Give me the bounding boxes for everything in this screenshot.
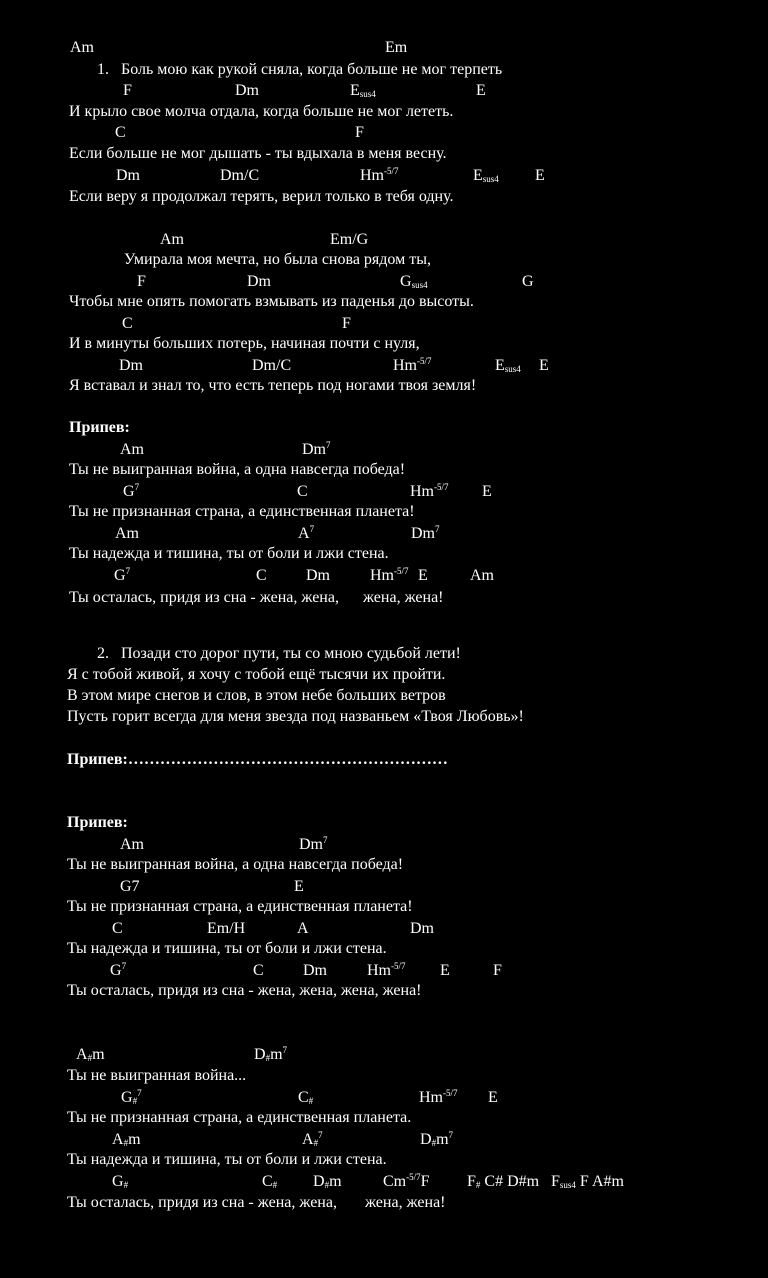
chord-label: $A_{\#}m$ xyxy=(112,1131,141,1148)
chord-label: $E_{sus4}$ xyxy=(350,82,376,99)
chord-label: C xyxy=(112,920,123,937)
chord-label: $Hm^{-5/7}$ xyxy=(419,1088,458,1106)
chord-label: Am xyxy=(120,836,144,853)
lyric-line: Ты надежда и тишина, ты от боли и лжи стена. xyxy=(69,545,389,562)
chord-label: E xyxy=(294,878,304,895)
chord-label: $G^7$ xyxy=(110,961,127,979)
lyric-line: Пусть горит всегда для меня звезда под названьем «Твоя Любовь»! xyxy=(67,708,524,725)
lyric-line: Ты не признанная страна, а единственная планета. xyxy=(67,1109,412,1126)
chord-label: $D_{\#}m$ xyxy=(313,1173,342,1190)
chord-label: Em/G xyxy=(330,231,369,248)
chord-label: $G_{\#}$ xyxy=(112,1173,129,1190)
chord-label: Am xyxy=(70,39,94,56)
chord-label: Am xyxy=(470,567,494,584)
chord-label: $F_{\#}$ C# D#m xyxy=(467,1173,540,1190)
lyric-line: Ты осталась, придя из сна - жена, жена, жена, жена! xyxy=(69,589,444,606)
chorus-heading: Припев:…………………………………………………… xyxy=(67,751,448,768)
chord-label: Dm$^7$ xyxy=(411,524,440,542)
chord-label: G7 xyxy=(120,878,140,895)
chord-label: $Hm^{-5/7}$ xyxy=(410,482,449,500)
chord-label: C xyxy=(297,483,308,500)
chord-label: $Cm^{-5/7}F$ xyxy=(383,1172,430,1190)
chord-label: Dm/C xyxy=(252,357,292,374)
chord-label: Dm$^7$ xyxy=(299,835,328,853)
chord-label: $Hm^{-5/7}$ xyxy=(370,566,409,584)
chord-label: $G^7$ xyxy=(123,482,140,500)
chord-label: F xyxy=(355,124,364,141)
lyric-line: Я вставал и знал то, что есть теперь под ногами твоя земля! xyxy=(69,377,477,394)
lyric-line: Я с тобой живой, я хочу с тобой ещё тысячи их пройти. xyxy=(67,666,446,683)
chord-label: $G^7$ xyxy=(114,566,131,584)
chord-label: Dm xyxy=(119,357,143,374)
chord-label: $Hm^{-5/7}$ xyxy=(367,961,406,979)
lyric-line: Если веру я продолжал терять, верил только в тебя одну. xyxy=(69,188,454,205)
chord-label: E xyxy=(482,483,492,500)
lyric-line: Ты не признанная страна, а единственная планета! xyxy=(67,898,413,915)
chord-label: C xyxy=(122,315,133,332)
chord-label: $G_{\#}^7$ xyxy=(121,1088,142,1106)
chord-label: $E_{sus4}$ xyxy=(495,357,521,374)
chord-label: F xyxy=(342,315,351,332)
chord-label: $Hm^{-5/7}$ xyxy=(360,166,399,184)
lyric-line: Ты осталась, придя из сна - жена, жена, жена, жена! xyxy=(67,1194,446,1211)
chorus-heading: Припев: xyxy=(67,814,128,831)
chord-label: Em xyxy=(385,39,408,56)
lyric-line: Ты не выигранная война, а одна навсегда победа! xyxy=(67,856,404,873)
lyric-line: Ты осталась, придя из сна - жена, жена, жена, жена! xyxy=(67,982,422,999)
chord-label: E xyxy=(488,1089,498,1106)
lyric-line: Если больше не мог дышать - ты вдыхала в меня весну. xyxy=(69,145,447,162)
lyric-line: Чтобы мне опять помогать взмывать из паденья до высоты. xyxy=(69,293,474,310)
chord-label: F xyxy=(493,962,502,979)
chord-label: $D_{\#}m^7$ xyxy=(254,1045,288,1063)
chord-label: E xyxy=(539,357,549,374)
chord-label: E xyxy=(440,962,450,979)
lyric-line: И в минуты больших потерь, начиная почти с нуля, xyxy=(69,335,420,352)
chord-label: $A_{\#}m$ xyxy=(76,1046,105,1063)
chord-label: $Hm^{-5/7}$ xyxy=(393,356,432,374)
chord-label: $E_{sus4}$ xyxy=(473,167,499,184)
chord-label: $C_{\#}$ xyxy=(262,1173,278,1190)
chord-label: Dm$^7$ xyxy=(302,440,331,458)
chord-label: C xyxy=(256,567,267,584)
chord-label: Dm xyxy=(303,962,327,979)
chord-label: C xyxy=(253,962,264,979)
chord-label: $F_{sus4}$ F A#m xyxy=(551,1173,624,1190)
chord-label: Dm/C xyxy=(220,167,260,184)
chord-label: Dm xyxy=(235,82,259,99)
chord-label: $D_{\#}m^7$ xyxy=(420,1130,454,1148)
chord-label: Dm xyxy=(410,920,434,937)
chord-label: Dm xyxy=(247,273,271,290)
chord-label: $A^7$ xyxy=(298,524,315,542)
chord-label: E xyxy=(418,567,428,584)
chord-label: G xyxy=(522,273,534,290)
chord-label: Am xyxy=(160,231,184,248)
chord-label: E xyxy=(535,167,545,184)
lyric-line: Ты не признанная страна, а единственная планета! xyxy=(69,503,415,520)
chord-label: Am xyxy=(120,441,144,458)
chord-label: E xyxy=(476,82,486,99)
chord-label: $A_{\#}^7$ xyxy=(302,1130,323,1148)
chord-label: Dm xyxy=(116,167,140,184)
chord-label: $G_{sus4}$ xyxy=(400,273,428,290)
chord-label: A xyxy=(297,920,309,937)
lyric-line: Ты надежда и тишина, ты от боли и лжи стена. xyxy=(67,940,387,957)
lyric-line: Ты не выигранная война... xyxy=(67,1067,247,1084)
lyric-line: 2. Позади сто дорог пути, ты со мною судьбой лети! xyxy=(97,645,461,662)
chord-label: C xyxy=(115,124,126,141)
lyric-line: И крыло свое молча отдала, когда больше не мог лететь. xyxy=(69,103,454,120)
chord-label: F xyxy=(137,273,146,290)
lyric-line: Ты надежда и тишина, ты от боли и лжи стена. xyxy=(67,1151,387,1168)
chord-label: F xyxy=(123,82,132,99)
chord-label: Dm xyxy=(306,567,330,584)
lyric-line: В этом мире снегов и слов, в этом небе больших ветров xyxy=(67,687,446,704)
chord-label: Em/H xyxy=(207,920,246,937)
chorus-heading: Припев: xyxy=(69,419,130,436)
lyric-line: Умирала моя мечта, но была снова рядом ты, xyxy=(124,251,431,268)
lyric-line: Ты не выигранная война, а одна навсегда победа! xyxy=(69,461,406,478)
lyric-line: 1. Боль мою как рукой сняла, когда больше не мог терпеть xyxy=(97,61,503,78)
chord-label: Am xyxy=(115,525,139,542)
chord-label: $C_{\#}$ xyxy=(298,1089,314,1106)
